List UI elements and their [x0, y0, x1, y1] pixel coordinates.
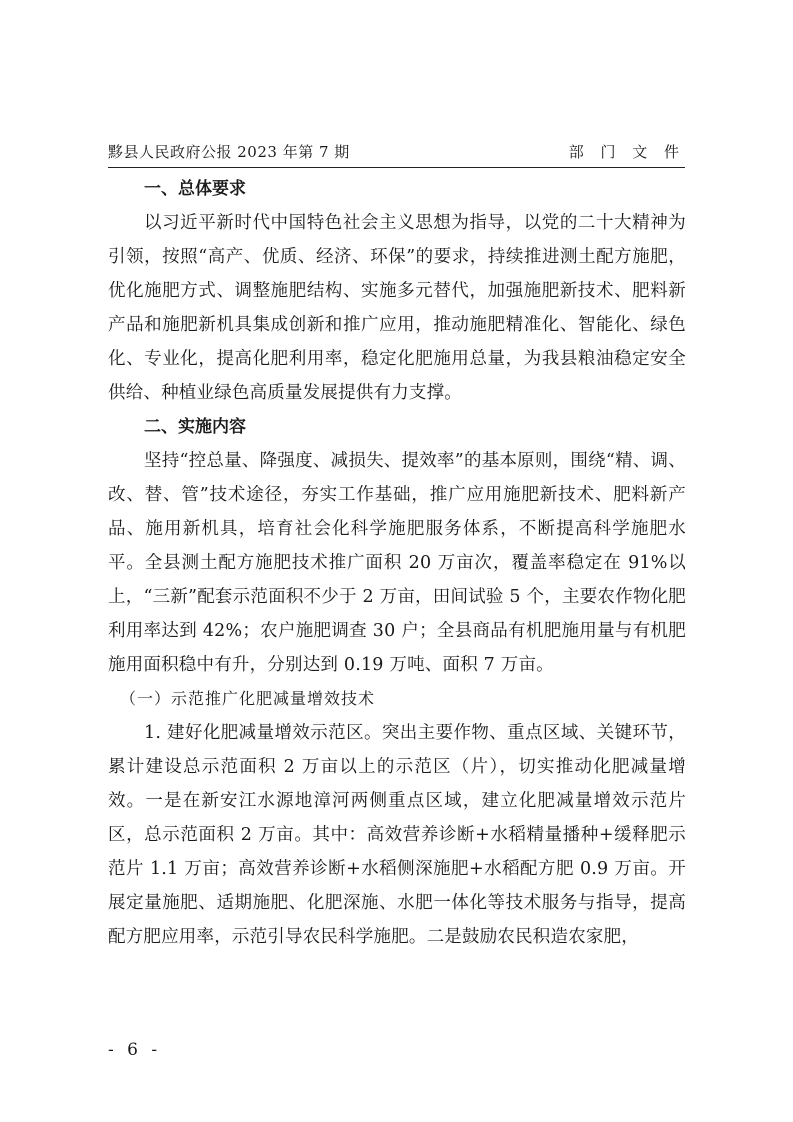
subsection-heading: （一）示范推广化肥减量增效技术 [120, 689, 376, 708]
paragraph-demo-zone: 1. 建好化肥减量增效示范区。突出主要作物、重点区域、关键环节，累计建设总示范面积 2 万亩以上的示范区（片），切实推动化肥减量增效。一是在新安江水源地漳河两侧重点区域，建立化肥减量增效示范片区，总示范面积 2 万亩。其中：高效营养诊断+水稻精量播种+缓释肥示范片 1.1 万亩；高效营养诊断+水稻侧深施肥+水稻配方肥 0.9 万亩。开展定量施肥、适期施肥、化肥深施、水肥一体化等技术服务与指导，提高配方肥应用率，示范引导农民科学施肥。二是鼓励农民积造农家肥， [108, 723, 686, 947]
section-heading-content: 二、实施内容 [144, 417, 246, 437]
paragraph-general: 以习近平新时代中国特色社会主义思想为指导，以党的二十大精神为引领，按照“高产、优质、经济、环保”的要求，持续推进测土配方施肥，优化施肥方式、调整施肥结构、实施多元替代，加强施肥新技术、肥料新产品和施肥新机具集成创新和推广应用，推动施肥精准化、智能化、绿色化、专业化，提高化肥利用率，稳定化肥施用总量，为我县粮油稳定安全供给、种植业绿色高质量发展提供有力支撑。 [108, 213, 686, 403]
document-body [108, 172, 686, 954]
paragraph-content: 坚持“控总量、降强度、减损失、提效率”的基本原则，围绕“精、调、改、替、管”技术途径，夯实工作基础，推广应用施肥新技术、肥料新产品、施用新机具，培育社会化科学施肥服务体系，不断提高科学施肥水平。全县测土配方施肥技术推广面积 20 万亩次，覆盖率稳定在 91%以上，“三新”配套示范面积不少于 2 万亩，田间试验 5 个，主要农作物化肥利用率达到 42%；农户施肥调查 30 户；全县商品有机肥施用量与有机肥施用面积稳中有升，分别达到 0.19 万吨、面积 7 万亩。 [108, 451, 686, 675]
page-number: - 6 - [108, 1040, 162, 1060]
publication-title: 黟县人民政府公报 2023 年第 7 期 [108, 143, 350, 161]
section-heading-general: 一、总体要求 [144, 179, 246, 199]
page-header [108, 141, 685, 168]
section-label: 部 门 文 件 [568, 143, 685, 161]
